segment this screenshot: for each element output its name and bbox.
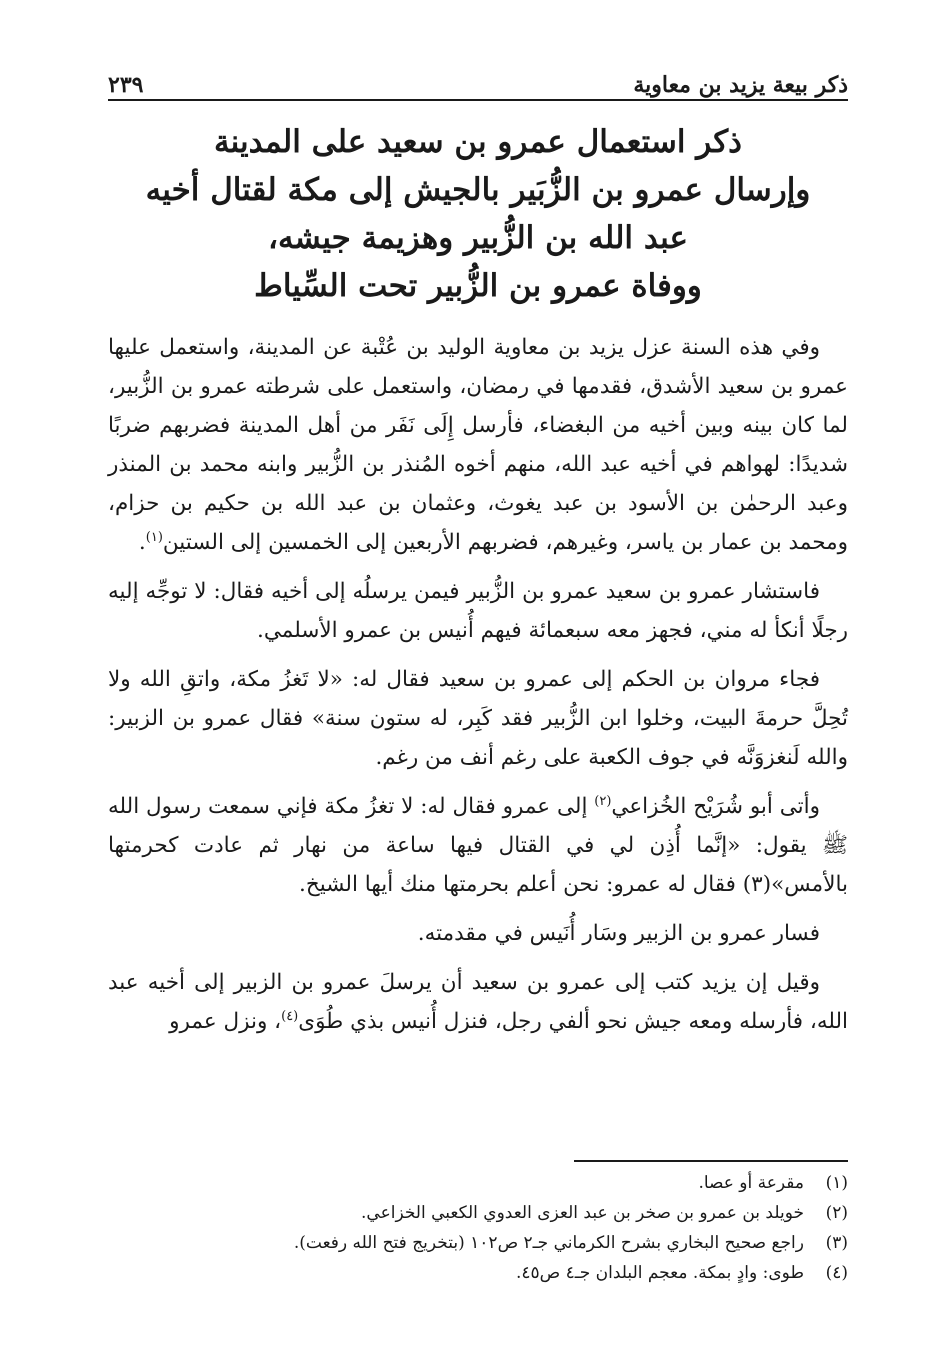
chapter-title-line: ذكر استعمال عمرو بن سعيد على المدينة	[214, 124, 742, 160]
paragraph	[108, 328, 848, 562]
footnote-number: (٢)	[825, 1203, 848, 1223]
paragraph	[108, 787, 848, 904]
footnote-text: راجع صحيح البخاري بشرح الكرماني جـ٢ ص١٠٢ (بتخريج فتح الله رفعت).	[293, 1233, 804, 1253]
chapter-title-line: عبد الله بن الزُّبير وهزيمة جيشه،	[268, 220, 688, 256]
paragraph-text: فجاء مروان بن الحكم إلى عمرو بن سعيد فقال له: «لا تَغزُ مكة، واتقِ الله ولا تُحِلَّ حرمةَ البيت، وخلوا ابن الزُّبير فقد كَبِر، له ستون سنة» فقال عمرو بن الزبير: والله لَنغزوَنَّه في جوف الكعبة على رغم أنف من رغم.	[108, 667, 848, 770]
paragraph-text-tail: ، ونزل عمرو	[169, 1009, 282, 1034]
footnote	[108, 1228, 848, 1258]
chapter-title-line: وإرسال عمرو بن الزُّبَير بالجيش إلى مكة لقتال أخيه	[145, 172, 811, 208]
running-head	[108, 58, 848, 98]
chapter-title	[108, 118, 848, 310]
footnote-ref: (١)	[145, 529, 163, 545]
paragraph	[108, 914, 848, 953]
footnote-text: خويلد بن عمرو بن صخر بن عبد العزى العدوي الكعبي الخزاعي.	[361, 1203, 804, 1223]
page-number: ٢٣٩	[108, 72, 144, 98]
footnote-number: (٣)	[825, 1233, 848, 1253]
footnotes	[108, 1168, 848, 1288]
paragraph-text: وأتى أبو شُرَيْح الخُزاعي	[611, 794, 820, 819]
paragraph-text-tail: إلى عمرو فقال له: لا تغزُ مكة فإني سمعت رسول الله ﷺ يقول: «إنَّما أُذِن لي في القتال فيها ساعة من نهار ثم عادت كحرمتها بالأمس»(٣) فقال له عمرو: نحن أعلم بحرمتها منك أيها الشيخ.	[108, 794, 848, 897]
footnote	[108, 1198, 848, 1228]
header-rule	[108, 99, 848, 101]
paragraph	[108, 963, 848, 1041]
footnote-ref: (٤)	[281, 1008, 299, 1024]
paragraph	[108, 660, 848, 777]
paragraph-text: فسار عمرو بن الزبير وسَار أُنَيس في مقدمته.	[417, 921, 820, 946]
paragraph-text: وقيل إن يزيد كتب إلى عمرو بن سعيد أن يرسلَ عمرو بن الزبير إلى أخيه عبد الله، فأرسله ومعه جيش نحو ألفي رجل، فنزل أُنيس بذي طُوَى	[108, 970, 848, 1034]
footnote	[108, 1168, 848, 1198]
paragraph-text: فاستشار عمرو بن سعيد عمرو بن الزُّبير فيمن يرسلُه إلى أخيه فقال: لا توجِّه إليه رجلًا أنكأ له مني، فجهز معه سبعمائة فيهم أُنيس بن عمرو الأسلمي.	[108, 579, 848, 643]
footnote-number: (٤)	[825, 1263, 848, 1283]
body-text	[108, 328, 848, 1051]
paragraph	[108, 572, 848, 650]
footnote-rule	[574, 1160, 848, 1162]
footnote-ref: (٢)	[594, 793, 612, 809]
running-head-title: ذكر بيعة يزيد بن معاوية	[633, 72, 848, 98]
footnote	[108, 1258, 848, 1288]
footnote-text: طوى: وادٍ بمكة. معجم البلدان جـ٤ ص٤٥.	[516, 1263, 804, 1283]
footnote-text: مقرعة أو عصا.	[698, 1173, 804, 1193]
paragraph-text-tail: .	[138, 530, 146, 555]
chapter-title-line: ووفاة عمرو بن الزُّبير تحت السِّياط	[254, 268, 702, 304]
paragraph-text: وفي هذه السنة عزل يزيد بن معاوية الوليد بن عُتْبة عن المدينة، واستعمل عليها عمرو بن سعيد الأشدق، فقدمها في رمضان، واستعمل على شرطته عمرو بن الزُّبير، لما كان بينه وبين أخيه من البغضاء، فأرسل إِلَى نَفَر من أهل المدينة فضربهم ضربًا شديدًا: لهواهم في أخيه عبد الله، منهم أخوه المُنذر بن الزُّبير وابنه محمد بن المنذر وعبد الرحمٰن بن الأسود بن عبد يغوث، وعثمان بن عبد الله بن حكيم بن حزام، ومحمد بن عمار بن ياسر، وغيرهم، فضربهم الأربعين إلى الخمسين إلى الستين	[108, 335, 848, 555]
footnote-number: (١)	[825, 1173, 848, 1193]
